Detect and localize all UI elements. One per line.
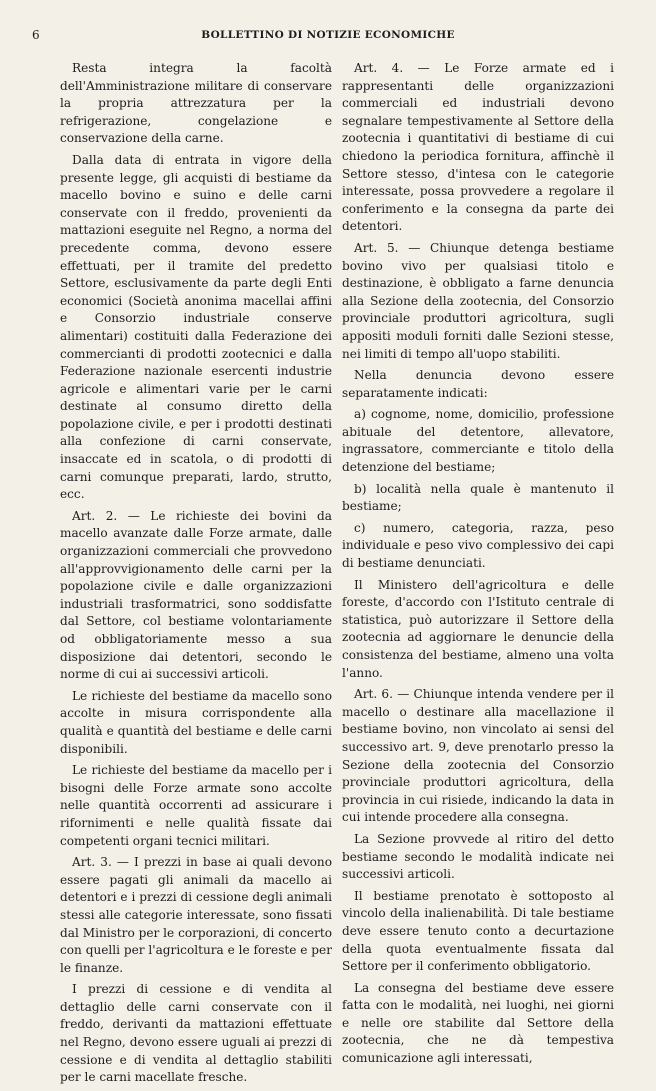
paragraph: Art. 5. — Chiunque detenga bestiame bovino vivo per qualsiasi titolo e destinazione, è obbligato a farne denuncia alla Sezione della zootecnia, del Consorzio provinciale produttori agricoltura, sugli appositi moduli forniti dalle Sezioni stesse, nei limiti di tempo all'uopo stabiliti. bbox=[342, 240, 614, 361]
paragraph: Art. 3. — I prezzi in base ai quali devono essere pagati gli animali da macello ai detentori e i prezzi di cessione degli animali stessi alle categorie interessate, sono fissati dal Ministro per le corporazioni, di concerto con quelli per l'agricoltura e le foreste e per le finanze. bbox=[60, 855, 332, 975]
paragraph: Nella denuncia devono essere separatamente indicati: bbox=[342, 368, 614, 400]
list-item: b) località nella quale è mantenuto il bestiame; bbox=[342, 481, 614, 514]
left-column bbox=[60, 60, 332, 1091]
page-number: 6 bbox=[32, 28, 40, 42]
paragraph: Art. 4. — Le Forze armate ed i rappresentanti delle organizzazioni commerciali ed industriali devono segnalare tempestivamente al Settore della zootecnia i quantitativi di bestiame di cui chiedono la periodica fornitura, affinchè il Settore stesso, d'intesa con le categorie interessate, possa provvedere a regolare il conferimento e la consegna da parte dei detentori. bbox=[342, 61, 614, 234]
paragraph: Il bestiame prenotato è sottoposto al vincolo della inalienabilità. Di tale bestiame deve essere tenuto conto a decurtazione della quota eventualmente fissata dal Settore per il conferimento obbligatorio. bbox=[342, 888, 614, 974]
paragraph: Resta integra la facoltà dell'Amministrazione militare di conservare la propria attrezzatura per la refrigerazione, congelazione e conservazione della carne. bbox=[60, 61, 332, 146]
paragraph: Le richieste del bestiame da macello sono accolte in misura corrispondente alla qualità e quantità del bestiame e delle carni disponibili. bbox=[60, 688, 332, 756]
paragraph: Dalla data di entrata in vigore della presente legge, gli acquisti di bestiame da macello bovino e suino e delle carni conservate con il freddo, provenienti da mattazioni eseguite nel Regno, a norma del precedente comma, devono essere effettuati, per il tramite del predetto Settore, esclusivamente da parte degli Enti economici (Società anonima macellai affini e Consorzio industriale conserve alimentari) costituiti dalla Federazione dei commercianti di prodotti zootecnici e dalla Federazione nazionale esercenti industrie agricole e alimentari varie per le carni destinate al consumo diretto della popolazione civile, e per i prodotti destinati alla confezione di carni conservate, insaccate ed in scatola, o di prodotti di carni comunque preparati, lardo, strutto, ecc. bbox=[60, 152, 332, 502]
running-title: BOLLETTINO DI NOTIZIE ECONOMICHE bbox=[201, 29, 455, 41]
paragraph: La Sezione provvede al ritiro del detto bestiame secondo le modalità indicate nei successivi articoli. bbox=[342, 831, 614, 882]
right-column bbox=[342, 60, 614, 1072]
paragraph: Le richieste del bestiame da macello per i bisogni delle Forze armate sono accolte nelle quantità occorrenti ad assicurare i rifornimenti e nelle qualità fissate dai competenti organi tecnici militari. bbox=[60, 763, 332, 848]
paragraph: Il Ministero dell'agricoltura e delle foreste, d'accordo con l'Istituto centrale di statistica, può autorizzare il Settore della zootecnia ad aggiornare le denuncie della consistenza del bestiame, almeno una volta l'anno. bbox=[342, 577, 614, 680]
list-item: a) cognome, nome, domicilio, professione abituale del detentore, allevatore, ingrassatore, commerciante e titolo della detenzione del bestiame; bbox=[342, 407, 614, 475]
paragraph: La consegna del bestiame deve essere fatta con le modalità, nei luoghi, nei giorni e nelle ore stabilite dal Settore della zootecnia, che ne dà tempestiva comunicazione agli interessati, bbox=[342, 980, 614, 1066]
list-item: c) numero, categoria, razza, peso individuale e peso vivo complessivo dei capi di bestiame denunciati. bbox=[342, 520, 614, 571]
paragraph: Art. 6. — Chiunque intenda vendere per il macello o destinare alla macellazione il bestiame bovino, non vincolato ai sensi del successivo art. 9, deve prenotarlo presso la Sezione della zootecnia del Consorzio provinciale produttori agricoltura, della provincia in cui risiede, indicando la data in cui intende procedere alla consegna. bbox=[342, 687, 614, 825]
paragraph: I prezzi di cessione e di vendita al dettaglio delle carni conservate con il freddo, derivanti da mattazioni effettuate nel Regno, devono essere uguali ai prezzi di cessione e di vendita al dettaglio stabiliti per le carni macellate fresche. bbox=[60, 982, 332, 1085]
paragraph: Art. 2. — Le richieste dei bovini da macello avanzate dalle Forze armate, dalle organizzazioni commerciali che provvedono all'approvvigionamento delle carni per la popolazione civile e dalle organizzazioni industriali trasformatrici, sono soddisfatte dal Settore, col bestiame volontariamente od obbligatoriamente messo a sua disposizione dai detentori, secondo le norme di cui ai successivi articoli. bbox=[60, 508, 332, 682]
